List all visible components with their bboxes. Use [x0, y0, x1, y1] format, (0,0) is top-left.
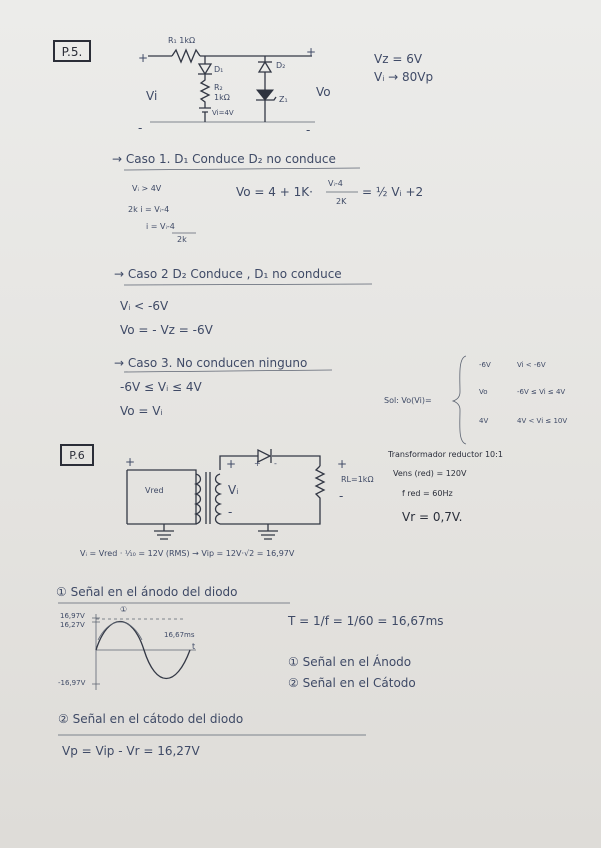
case1-vo-expr: Vo = 4 + 1K·: [236, 185, 313, 199]
p5-plus-left: +: [138, 51, 149, 65]
solution-row3-value: 4V: [479, 417, 489, 425]
p5-z1-label: Z₁: [279, 95, 288, 104]
p5-vi-label: Vi: [146, 89, 158, 103]
p6-given-vr: Vr = 0,7V.: [402, 510, 463, 524]
p6-given-transformer: Transformador reductor 10:1: [388, 450, 503, 459]
p5-minus-right: -: [306, 123, 311, 137]
graph-y-peak: 16,97V: [60, 612, 85, 620]
graph-y-vp: 16,27V: [60, 621, 85, 629]
p6-diode-plus: +: [254, 459, 261, 468]
p6-diode-minus: -: [274, 459, 277, 468]
problem-label-p6: P.6: [60, 444, 94, 466]
graph-curve-mark: ①: [120, 605, 128, 614]
p5-given-vz: Vz = 6V: [374, 52, 423, 66]
period-equation: T = 1/f = 1/60 = 16,67ms: [288, 614, 444, 628]
case1-condition: Vᵢ > 4V: [132, 184, 162, 193]
p5-r2-label: R₂: [214, 83, 223, 92]
solution-row1-cond: Vi < -6V: [517, 361, 546, 369]
case1-vo-frac-den: 2K: [336, 197, 347, 206]
p6-secondary-plus: +: [226, 457, 237, 471]
solution-row2-value: Vo: [479, 388, 488, 396]
case1-current-den: 2k: [177, 235, 187, 244]
p5-r1-label: R₁ 1kΩ: [168, 36, 196, 45]
p5-given-vin: Vᵢ → 80Vp: [374, 70, 434, 84]
p6-vi-equation: Vᵢ = Vred · ¹⁄₁₀ = 12V (RMS) → Vip = 12V·√2 = 16,97V: [80, 549, 295, 558]
graph-t-axis: t: [192, 642, 196, 651]
graph-t-period: 16,67ms: [164, 631, 195, 639]
p6-vi-label: Vᵢ: [228, 483, 239, 497]
problem-label-p5: P.5.: [53, 40, 91, 62]
case1-kvl: 2k i = Vᵢ-4: [128, 205, 170, 214]
p6-rl-minus: -: [339, 489, 344, 503]
p5-d1-label: D₁: [214, 65, 224, 74]
case3-condition: -6V ≤ Vᵢ ≤ 4V: [120, 380, 202, 394]
solution-label: Sol: Vo(Vi)=: [384, 396, 432, 405]
case2-heading: → Caso 2 D₂ Conduce , D₁ no conduce: [114, 267, 342, 281]
p6-given-freq: f red = 60Hz: [402, 489, 453, 498]
legend-cathode: ② Señal en el Cátodo: [288, 676, 416, 690]
case1-vo-frac-num: Vᵢ-4: [328, 179, 343, 188]
p6-vred-label: Vred: [145, 486, 164, 495]
case1-vo-result: = ½ Vᵢ +2: [362, 185, 424, 199]
graph-y-neg-peak: -16,97V: [58, 679, 86, 687]
case1-current: i = Vᵢ-4: [146, 222, 175, 231]
case2-condition: Vᵢ < -6V: [120, 299, 169, 313]
p6-primary-plus: +: [125, 455, 136, 469]
p5-r2-value: 1kΩ: [214, 93, 230, 102]
p5-d2-label: D₂: [276, 61, 286, 70]
case2-vo: Vo = - Vz = -6V: [120, 323, 213, 337]
p6-secondary-minus: -: [228, 505, 233, 519]
legend-anode: ① Señal en el Ánodo: [288, 655, 412, 669]
p5-vo-label: Vo: [316, 85, 331, 99]
p5-source-label: Vi=4V: [212, 109, 234, 117]
p5-plus-right: +: [306, 45, 317, 59]
p6-rl-plus: +: [337, 457, 348, 471]
case3-vo: Vo = Vᵢ: [120, 404, 163, 418]
case3-heading: → Caso 3. No conducen ninguno: [114, 356, 308, 370]
case1-heading: → Caso 1. D₁ Conduce D₂ no conduce: [112, 152, 336, 166]
p6-rl-label: RL=1kΩ: [341, 475, 374, 484]
solution-row1-value: -6V: [479, 361, 491, 369]
solution-row2-cond: -6V ≤ Vi ≤ 4V: [517, 388, 566, 396]
vp-equation: Vp = Vip - Vr = 16,27V: [62, 744, 200, 758]
solution-row3-cond: 4V < Vi ≤ 10V: [517, 417, 568, 425]
section2-heading: ② Señal en el cátodo del diodo: [58, 712, 244, 726]
section1-heading: ① Señal en el ánodo del diodo: [56, 585, 238, 599]
p6-given-vrms: Vens (red) = 120V: [393, 469, 467, 478]
p5-minus-left: -: [138, 121, 143, 135]
